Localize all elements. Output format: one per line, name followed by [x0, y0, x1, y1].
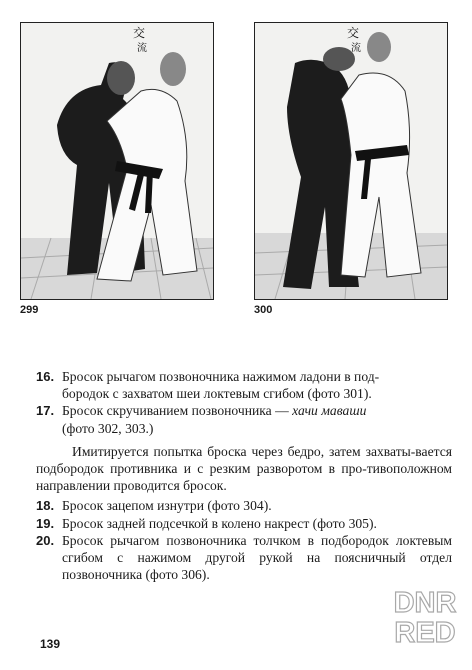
list-item-19: [20, 515, 452, 532]
list-item-17: [20, 402, 452, 436]
photo-caption-300: 300: [254, 304, 273, 316]
list-item-16: [20, 368, 452, 402]
item-number: 16.: [36, 369, 55, 384]
paragraph: Имитируется попытка броска через бедро, затем захваты-вается подбородок противника и с резким разворотом в про-тивоположном направлении проводится бросок.: [36, 443, 452, 494]
photo-300: [254, 22, 448, 300]
item-text-line: бородок с захватом шеи локтевым сгибом (фото 301).: [62, 386, 372, 402]
svg-text:流: 流: [137, 43, 147, 54]
item-number: 17.: [36, 403, 55, 419]
svg-text:交: 交: [347, 26, 360, 40]
item-text: Бросок зацепом изнутри (фото 304).: [62, 498, 272, 514]
watermark-line: DNR: [393, 587, 457, 619]
list-item-20: [20, 532, 452, 584]
item-text: (фото 302, 303.): [62, 420, 154, 436]
page-number: 139: [40, 637, 61, 651]
item-text: Бросок скручиванием позвоночника —: [62, 403, 293, 419]
item-text: Бросок рычагом позвоночника толчком в подбородок локтевым сгибом с нажимом другой рукой на поясничный отдел позвоночника (фото 306).: [62, 532, 452, 583]
photo-299: [20, 22, 214, 300]
item-number: 19.: [36, 515, 55, 531]
item-text: Бросок задней подсечкой в колено накрест (фото 305).: [62, 515, 377, 531]
item-italic-term: хачи маваши: [292, 403, 367, 419]
list-item-18: [20, 497, 452, 514]
body-text: [20, 368, 452, 583]
watermark: [388, 588, 462, 650]
item-number: 18.: [36, 498, 55, 514]
svg-text:流: 流: [351, 43, 361, 54]
photo-caption-299: 299: [20, 304, 39, 316]
svg-text:交: 交: [133, 26, 146, 40]
watermark-line: RED: [394, 617, 456, 649]
item-text-line: Бросок рычагом позвоночника нажимом ладони в под-: [62, 369, 380, 384]
item-number: 20.: [36, 532, 55, 548]
